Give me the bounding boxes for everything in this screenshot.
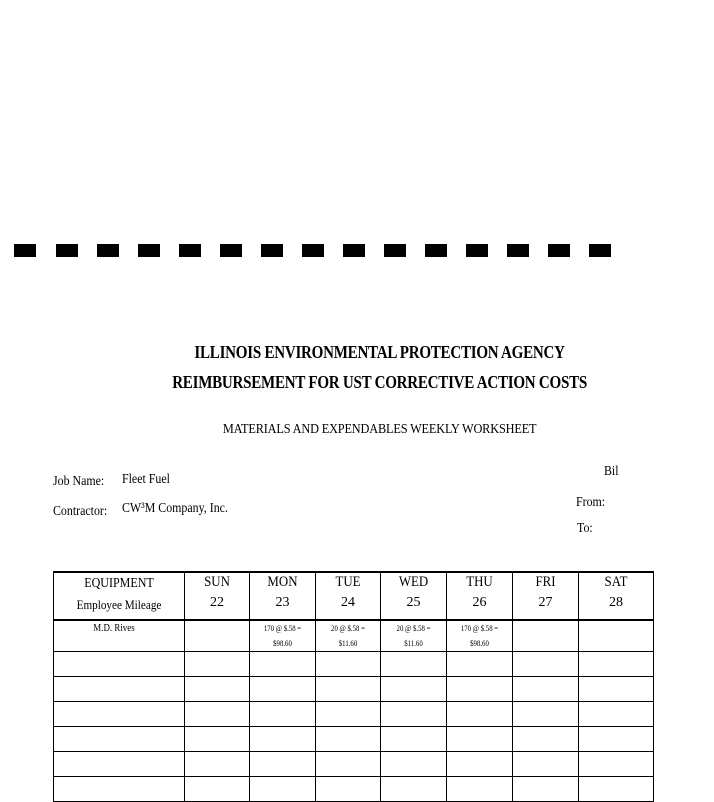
- dash-mark: [466, 244, 488, 257]
- dash-mark: [384, 244, 406, 257]
- mileage-cell-wed: 20 @ $.58 = $11.60: [381, 620, 447, 652]
- dash-mark: [343, 244, 365, 257]
- worksheet-title: MATERIALS AND EXPENDABLES WEEKLY WORKSHEET: [222, 422, 537, 437]
- day-header-tue: TUE 24: [316, 572, 381, 620]
- contractor-value: CW³M Company, Inc.: [122, 501, 228, 516]
- mileage-cell-thu: 170 @ $.58 = $98.60: [447, 620, 513, 652]
- table-header-row: [54, 572, 654, 620]
- day-header-sun: SUN 22: [185, 572, 250, 620]
- mileage-cell-mon: 170 @ $.58 = $98.60: [250, 620, 316, 652]
- agency-title: ILLINOIS ENVIRONMENTAL PROTECTION AGENCY: [194, 342, 565, 362]
- day-header-wed: WED 25: [381, 572, 447, 620]
- table-row: [54, 652, 654, 677]
- program-title: REIMBURSEMENT FOR UST CORRECTIVE ACTION COSTS: [172, 372, 587, 392]
- job-name-value: Fleet Fuel: [122, 472, 170, 487]
- dash-mark: [261, 244, 283, 257]
- dash-mark: [220, 244, 242, 257]
- dash-mark: [548, 244, 570, 257]
- perforation-strip: [14, 244, 618, 260]
- billing-label: Bil: [604, 464, 619, 479]
- mileage-table: [53, 571, 654, 802]
- table-row: [54, 752, 654, 777]
- dash-mark: [589, 244, 611, 257]
- dash-mark: [138, 244, 160, 257]
- equipment-header: [54, 572, 185, 620]
- from-label: From:: [576, 495, 606, 510]
- table-row: [54, 677, 654, 702]
- mileage-cell-fri: [513, 620, 579, 652]
- job-name-label: Job Name:: [53, 474, 105, 489]
- to-label: To:: [577, 521, 593, 536]
- mileage-cell-sat: [579, 620, 654, 652]
- table-row: [54, 702, 654, 727]
- table-row: [54, 727, 654, 752]
- day-header-thu: THU 26: [447, 572, 513, 620]
- day-header-fri: FRI 27: [513, 572, 579, 620]
- contractor-label: Contractor:: [53, 504, 108, 519]
- day-header-sat: SAT 28: [579, 572, 654, 620]
- table-row: [54, 620, 654, 652]
- dash-mark: [425, 244, 447, 257]
- dash-mark: [56, 244, 78, 257]
- dash-mark: [97, 244, 119, 257]
- day-header-mon: MON 23: [250, 572, 316, 620]
- mileage-cell-sun: [185, 620, 250, 652]
- dash-mark: [14, 244, 36, 257]
- employee-cell: M.D. Rives: [54, 620, 185, 652]
- dash-mark: [179, 244, 201, 257]
- table-row: [54, 777, 654, 802]
- equipment-label: EQUIPMENT: [84, 576, 154, 591]
- dash-mark: [302, 244, 324, 257]
- employee-mileage-label: Employee Mileage: [76, 597, 162, 612]
- mileage-cell-tue: 20 @ $.58 = $11.60: [316, 620, 381, 652]
- dash-mark: [507, 244, 529, 257]
